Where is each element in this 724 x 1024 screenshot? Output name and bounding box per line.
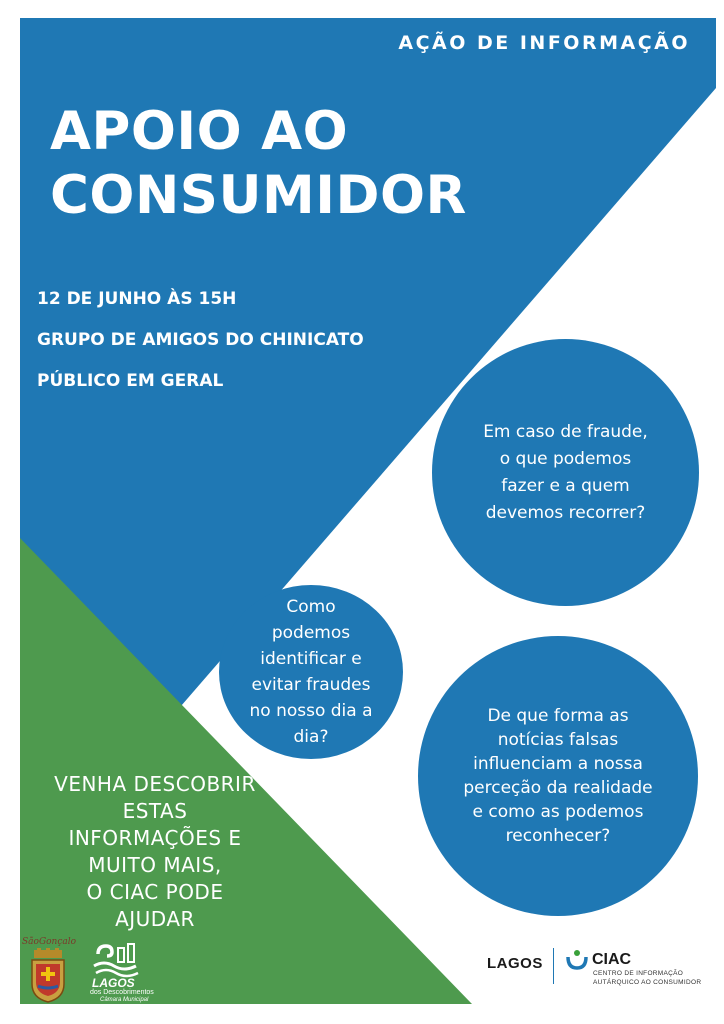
ciac-logo-subtitle-1: CENTRO DE INFORMAÇÃO	[593, 970, 684, 977]
event-audience: PÚBLICO EM GERAL	[37, 371, 224, 391]
event-date: 12 DE JUNHO ÀS 15H	[37, 289, 237, 309]
title-line-2: CONSUMIDOR	[50, 165, 467, 226]
sao-goncalo-coat-of-arms-icon	[24, 948, 72, 1004]
lagos-logo-tagline: dos Descobrimentos	[90, 989, 154, 996]
title-line-1: APOIO AO	[50, 101, 349, 162]
poster-title	[50, 100, 570, 228]
lagos-waves-logo-icon	[92, 942, 148, 978]
footer-logo-divider	[553, 948, 554, 984]
question-text: Em caso de fraude, o que podemos fazer e a quem devemos recorrer?	[483, 421, 648, 523]
event-venue: GRUPO DE AMIGOS DO CHINICATO	[37, 330, 364, 350]
question-circle-fake-news	[418, 636, 698, 916]
lagos-logo-council: Câmara Municipal	[100, 997, 149, 1003]
call-to-action: VENHA DESCOBRIR ESTAS INFORMAÇÕES E MUITO MAIS, O CIAC PODE AJUDAR	[54, 772, 256, 931]
ciac-logo-text: CIAC	[592, 951, 632, 968]
ciac-logo-subtitle-2: AUTÁRQUICO AO CONSUMIDOR	[593, 979, 702, 986]
question-circle-identify-fraud	[219, 585, 403, 759]
lagos-footer-logo: LAGOS	[487, 955, 543, 972]
ciac-symbol-icon	[565, 947, 589, 971]
question-text: Como podemos identificar e evitar fraudes no nosso dia a dia?	[249, 597, 373, 747]
lagos-logo-text: LAGOS	[92, 976, 135, 990]
question-text: De que forma as notícias falsas influenciam a nossa perceção da realidade e como as podemos reconhecer?	[463, 706, 653, 846]
question-circle-fraud-response	[432, 339, 699, 606]
event-type-kicker: AÇÃO DE INFORMAÇÃO	[398, 32, 690, 54]
sao-goncalo-label: SãoGonçalo	[22, 937, 77, 947]
